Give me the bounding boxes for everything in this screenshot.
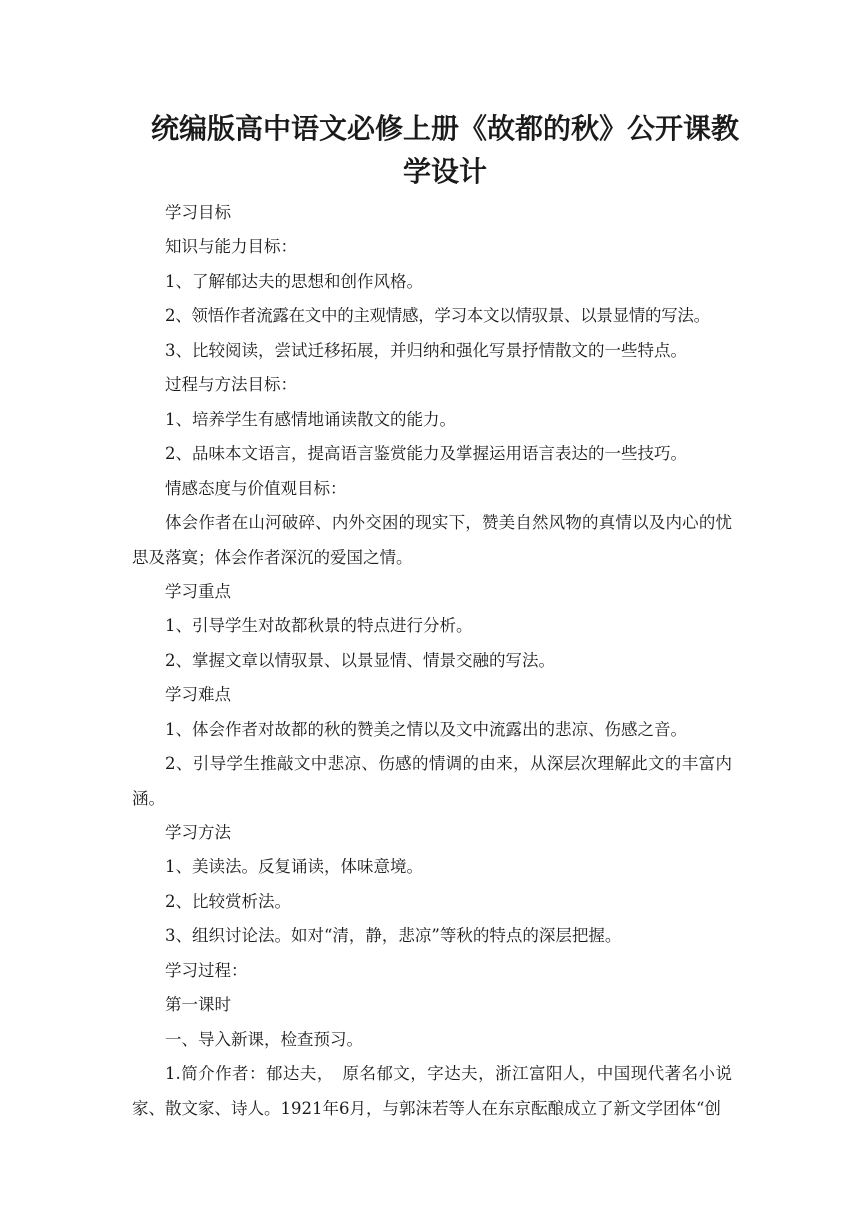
heading-difficult-points: 学习难点 [165, 685, 231, 704]
paragraph: 1、了解郁达夫的思想和创作风格。 [165, 272, 423, 291]
subheading-introduction: 一、导入新课，检查预习。 [165, 1030, 363, 1049]
paragraph: 1、培养学生有感情地诵读散文的能力。 [165, 410, 456, 429]
document-title-line-2: 学设计 [402, 155, 487, 188]
paragraph: 2、品味本文语言，提高语言鉴赏能力及掌握运用语言表达的一些技巧。 [165, 444, 687, 463]
document-title-line-1: 统编版高中语文必修上册《故都的秋》公开课教 [150, 112, 739, 145]
paragraph: 3、比较阅读，尝试迁移拓展，并归纳和强化写景抒情散文的一些特点。 [165, 341, 687, 360]
paragraph: 2、引导学生推敲文中悲凉、伤感的情调的由来，从深层次理解此文的丰富内涵。 [132, 754, 732, 808]
paragraph: 1、美读法。反复诵读，体味意境。 [165, 857, 423, 876]
subheading-knowledge-ability: 知识与能力目标： [165, 237, 297, 256]
heading-learning-objectives: 学习目标 [165, 203, 231, 222]
paragraph: 体会作者在山河破碎、内外交困的现实下，赞美自然风物的真情以及内心的忧思及落寞；体会作者深沉的爱国之情。 [132, 513, 732, 567]
paragraph: 2、领悟作者流露在文中的主观情感，学习本文以情驭景、以景显情的写法。 [165, 306, 710, 325]
paragraph: 3、组织讨论法。如对“清，静，悲凉”等秋的特点的深层把握。 [165, 926, 622, 945]
paragraph: 2、掌握文章以情驭景、以景显情、情景交融的写法。 [165, 651, 555, 670]
subheading-emotion-values: 情感态度与价值观目标： [165, 479, 347, 498]
paragraph: 1、引导学生对故都秋景的特点进行分析。 [165, 616, 473, 635]
subheading-first-lesson: 第一课时 [165, 995, 231, 1014]
heading-learning-methods: 学习方法 [165, 823, 231, 842]
heading-learning-process: 学习过程： [165, 961, 248, 980]
subheading-process-method: 过程与方法目标： [165, 375, 297, 394]
paragraph: 2、比较赏析法。 [165, 892, 291, 911]
heading-key-points: 学习重点 [165, 582, 231, 601]
paragraph: 1.简介作者：郁达夫， 原名郁文，字达夫，浙江富阳人，中国现代著名小说家、散文家、诗人。1921年6月，与郭沫若等人在东京酝酿成立了新文学团体“创 [132, 1064, 732, 1118]
paragraph: 1、体会作者对故都的秋的赞美之情以及文中流露出的悲凉、伤感之音。 [165, 720, 687, 739]
